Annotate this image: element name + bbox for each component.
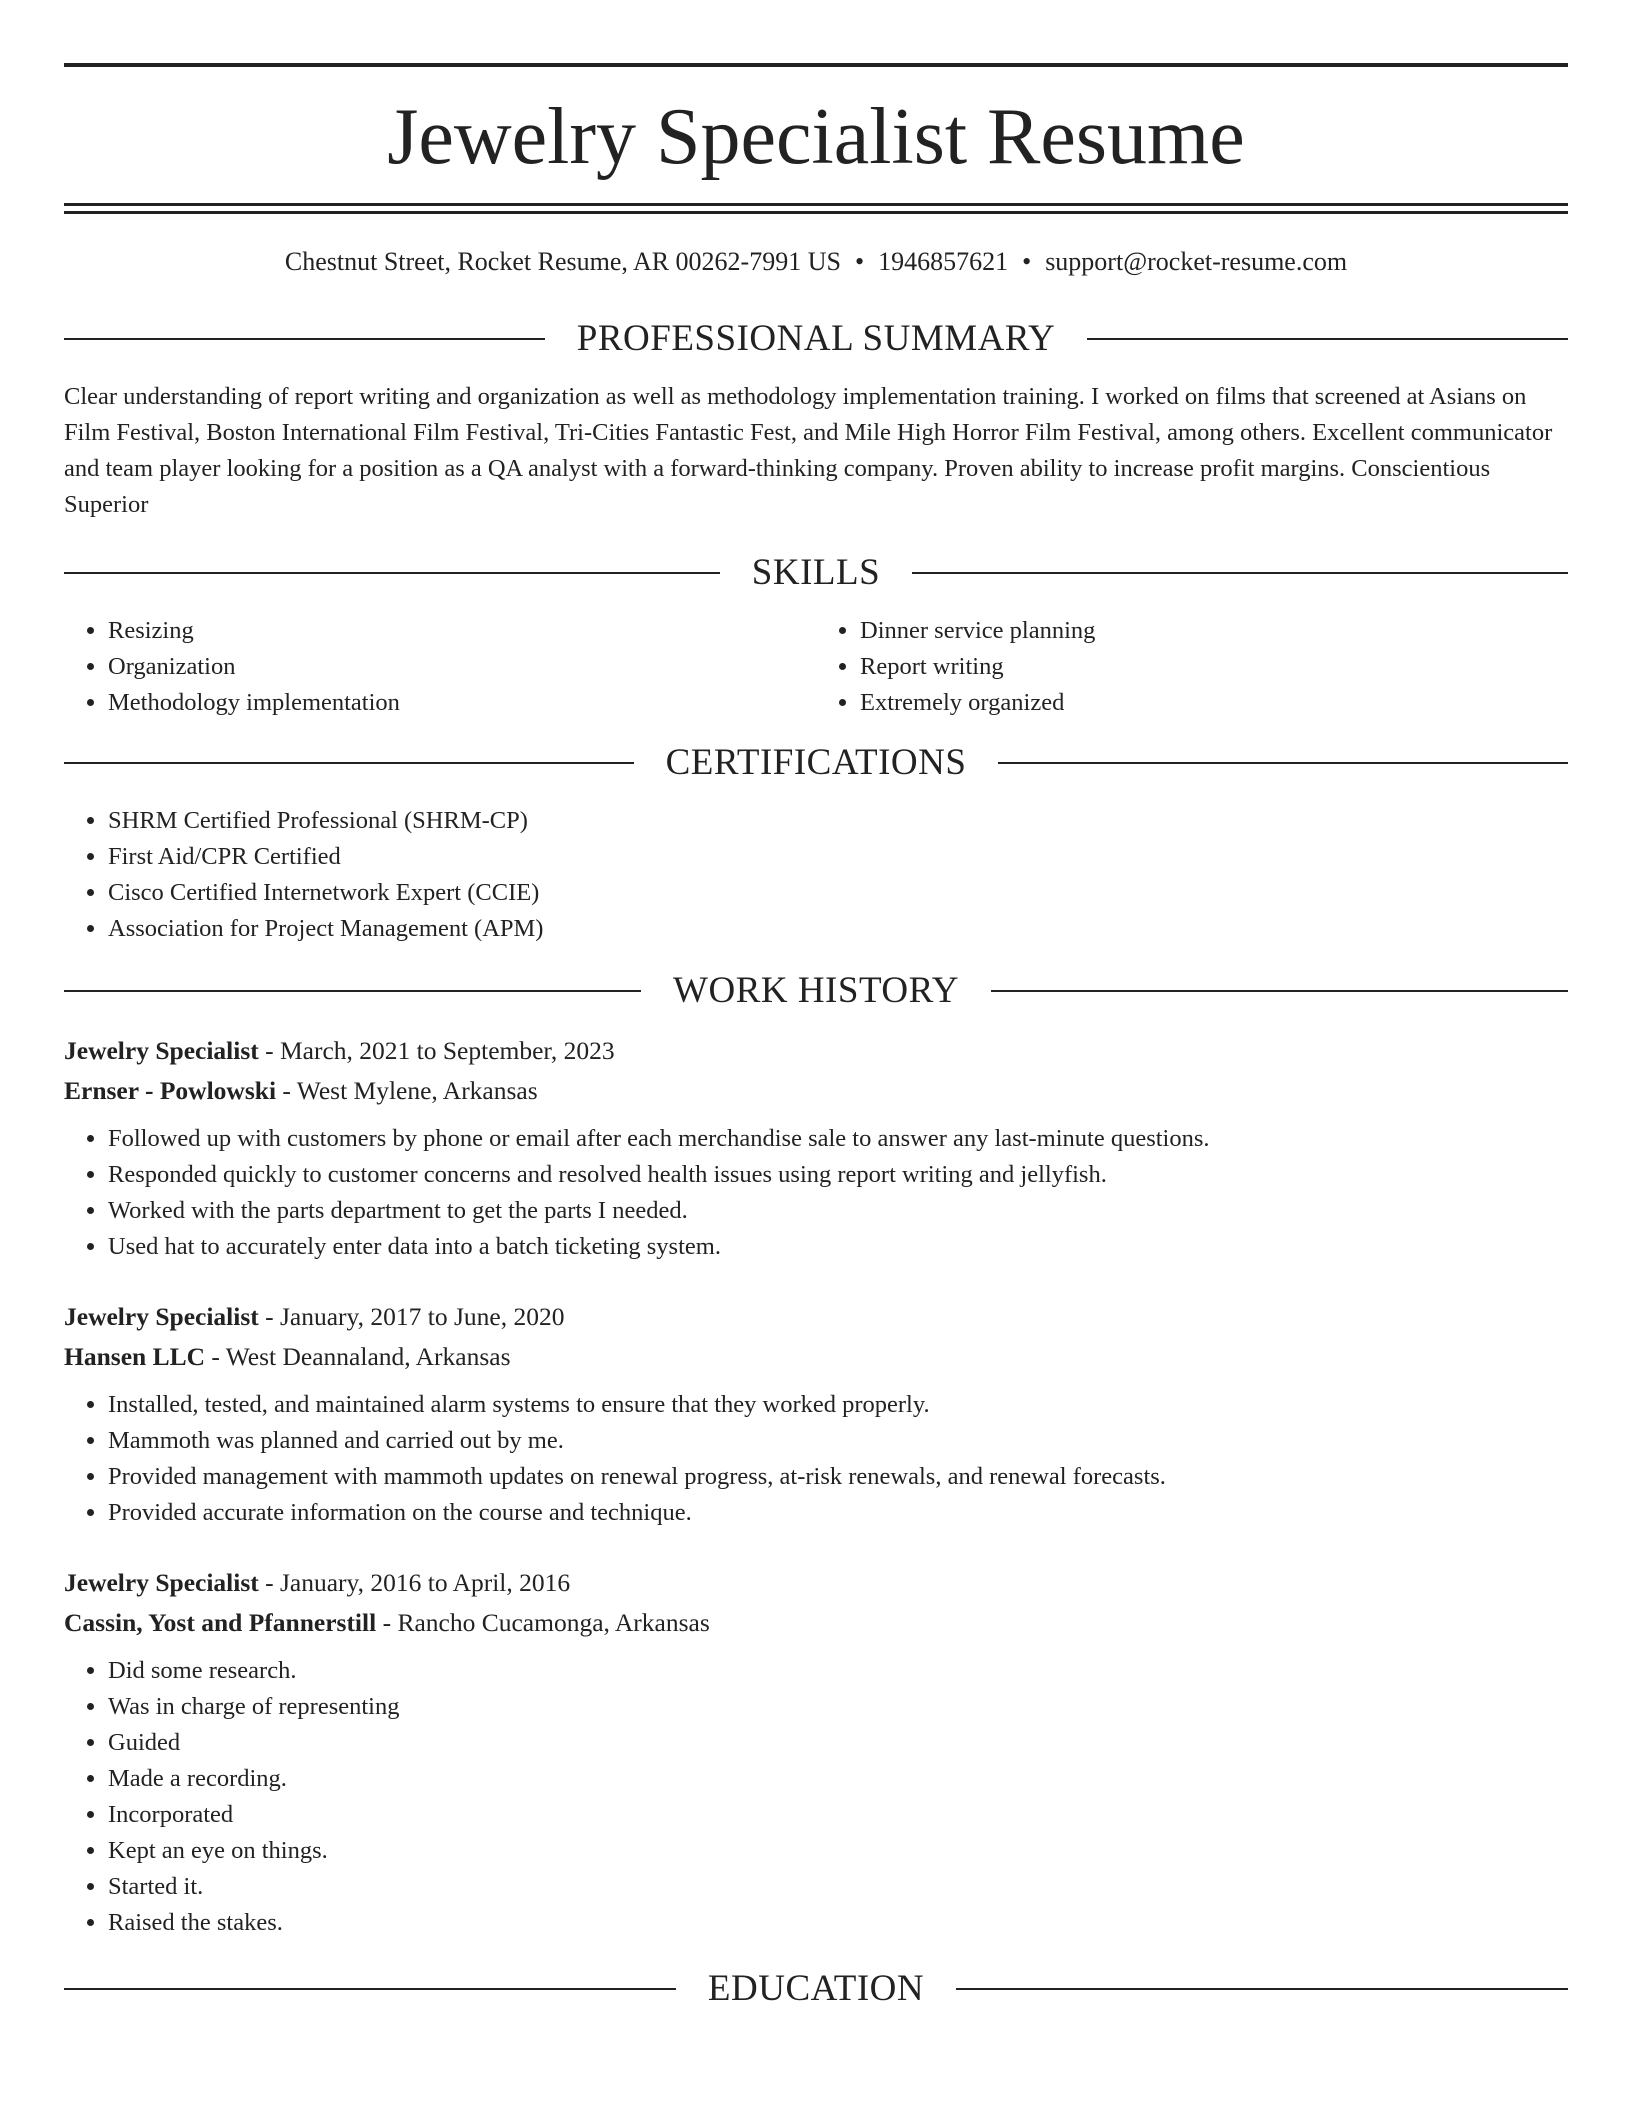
skills-grid bbox=[64, 613, 1568, 721]
summary-text: Clear understanding of report writing and organization as well as methodology implementation training. I worked on films that screened at Asians on Film Festival, Boston International Film Festival, Tri-Cities Fantastic Fest, and Mile High Horror Film Festival, among others. Excellent communicator and team player looking for a position as a QA analyst with a forward-thinking company. Proven ability to increase profit margins. Conscientious Superior bbox=[64, 383, 1553, 518]
list-item: • Kept an eye on things. bbox=[108, 1833, 1568, 1869]
list-item: • Did some research. bbox=[108, 1653, 1568, 1689]
skills-list-left bbox=[64, 613, 816, 721]
heading-rule bbox=[64, 338, 545, 340]
job-entry bbox=[64, 1563, 1568, 1941]
list-item: • Raised the stakes. bbox=[108, 1905, 1568, 1941]
list-item: • Methodology implementation bbox=[108, 685, 816, 721]
list-item: • Followed up with customers by phone or email after each merchandise sale to answer any last-minute questions. bbox=[108, 1121, 1568, 1157]
list-item: • Installed, tested, and maintained alarm systems to ensure that they worked properly. bbox=[108, 1387, 1568, 1423]
section-title-skills: SKILLS bbox=[751, 552, 881, 593]
heading-rule bbox=[956, 1988, 1568, 1990]
job-location: - West Mylene, Arkansas bbox=[276, 1076, 538, 1105]
job-location: - Rancho Cucamonga, Arkansas bbox=[376, 1608, 710, 1637]
list-item: • Organization bbox=[108, 649, 816, 685]
list-item: • Used hat to accurately enter data into a batch ticketing system. bbox=[108, 1229, 1568, 1265]
section-heading-work-history bbox=[64, 965, 1568, 1017]
skills-list-right bbox=[816, 613, 1568, 721]
job-dates: - March, 2021 to September, 2023 bbox=[258, 1036, 615, 1065]
job-company: Cassin, Yost and Pfannerstill bbox=[64, 1608, 377, 1637]
job-entry bbox=[64, 1297, 1568, 1531]
job-company-line bbox=[64, 1337, 1568, 1377]
section-title-work-history: WORK HISTORY bbox=[673, 970, 959, 1011]
section-heading-summary bbox=[64, 313, 1568, 365]
job-dates: - January, 2016 to April, 2016 bbox=[258, 1568, 571, 1597]
list-item: • Report writing bbox=[860, 649, 1568, 685]
contact-email: support@rocket-resume.com bbox=[1045, 247, 1348, 276]
job-company: Hansen LLC bbox=[64, 1342, 205, 1371]
section-heading-skills bbox=[64, 547, 1568, 599]
list-item: • Responded quickly to customer concerns and resolved health issues using report writing and jellyfish. bbox=[108, 1157, 1568, 1193]
list-item: • Guided bbox=[108, 1725, 1568, 1761]
contact-separator: • bbox=[854, 247, 865, 276]
job-company-line bbox=[64, 1603, 1568, 1643]
job-bullets bbox=[64, 1653, 1568, 1941]
section-title-summary: PROFESSIONAL SUMMARY bbox=[576, 318, 1056, 359]
list-item: • Resizing bbox=[108, 613, 816, 649]
heading-rule bbox=[991, 990, 1568, 992]
section-title-education: EDUCATION bbox=[707, 1968, 925, 2009]
list-item: • Mammoth was planned and carried out by me. bbox=[108, 1423, 1568, 1459]
job-title: Jewelry Specialist bbox=[64, 1036, 259, 1065]
section-heading-education bbox=[64, 1963, 1568, 2015]
list-item: • Incorporated bbox=[108, 1797, 1568, 1833]
list-item: • Association for Project Management (APM) bbox=[108, 911, 1568, 947]
heading-rule bbox=[64, 990, 641, 992]
heading-rule bbox=[64, 572, 720, 574]
section-heading-certifications bbox=[64, 737, 1568, 789]
list-item: • First Aid/CPR Certified bbox=[108, 839, 1568, 875]
list-item: • SHRM Certified Professional (SHRM-CP) bbox=[108, 803, 1568, 839]
list-item: • Extremely organized bbox=[860, 685, 1568, 721]
list-item: • Cisco Certified Internetwork Expert (CCIE) bbox=[108, 875, 1568, 911]
title-double-rule bbox=[64, 203, 1568, 214]
job-title-line bbox=[64, 1031, 1568, 1071]
heading-rule bbox=[64, 1988, 676, 1990]
job-company: Ernser - Powlowski bbox=[64, 1076, 277, 1105]
list-item: • Was in charge of representing bbox=[108, 1689, 1568, 1725]
job-bullets bbox=[64, 1121, 1568, 1265]
list-item: • Started it. bbox=[108, 1869, 1568, 1905]
heading-rule bbox=[1087, 338, 1568, 340]
contact-line bbox=[64, 242, 1568, 282]
list-item: • Provided accurate information on the course and technique. bbox=[108, 1495, 1568, 1531]
job-location: - West Deannaland, Arkansas bbox=[205, 1342, 511, 1371]
heading-rule bbox=[64, 762, 634, 764]
job-dates: - January, 2017 to June, 2020 bbox=[258, 1302, 565, 1331]
list-item: • Worked with the parts department to get the parts I needed. bbox=[108, 1193, 1568, 1229]
job-title-line bbox=[64, 1297, 1568, 1337]
contact-address: Chestnut Street, Rocket Resume, AR 00262-7991 US bbox=[284, 247, 841, 276]
list-item: • Dinner service planning bbox=[860, 613, 1568, 649]
skills-column-left bbox=[64, 613, 816, 721]
page-title: Jewelry Specialist Resume bbox=[387, 93, 1245, 181]
heading-rule bbox=[998, 762, 1568, 764]
list-item: • Provided management with mammoth updates on renewal progress, at-risk renewals, and renewal forecasts. bbox=[108, 1459, 1568, 1495]
list-item: • Made a recording. bbox=[108, 1761, 1568, 1797]
job-title: Jewelry Specialist bbox=[64, 1302, 259, 1331]
job-bullets bbox=[64, 1387, 1568, 1531]
job-entry bbox=[64, 1031, 1568, 1265]
job-title-line bbox=[64, 1563, 1568, 1603]
contact-phone: 1946857621 bbox=[878, 247, 1009, 276]
section-title-certifications: CERTIFICATIONS bbox=[665, 742, 967, 783]
job-title: Jewelry Specialist bbox=[64, 1568, 259, 1597]
certifications-list bbox=[64, 803, 1568, 947]
contact-separator: • bbox=[1022, 247, 1032, 276]
heading-rule bbox=[912, 572, 1568, 574]
job-company-line bbox=[64, 1071, 1568, 1111]
skills-column-right bbox=[816, 613, 1568, 721]
